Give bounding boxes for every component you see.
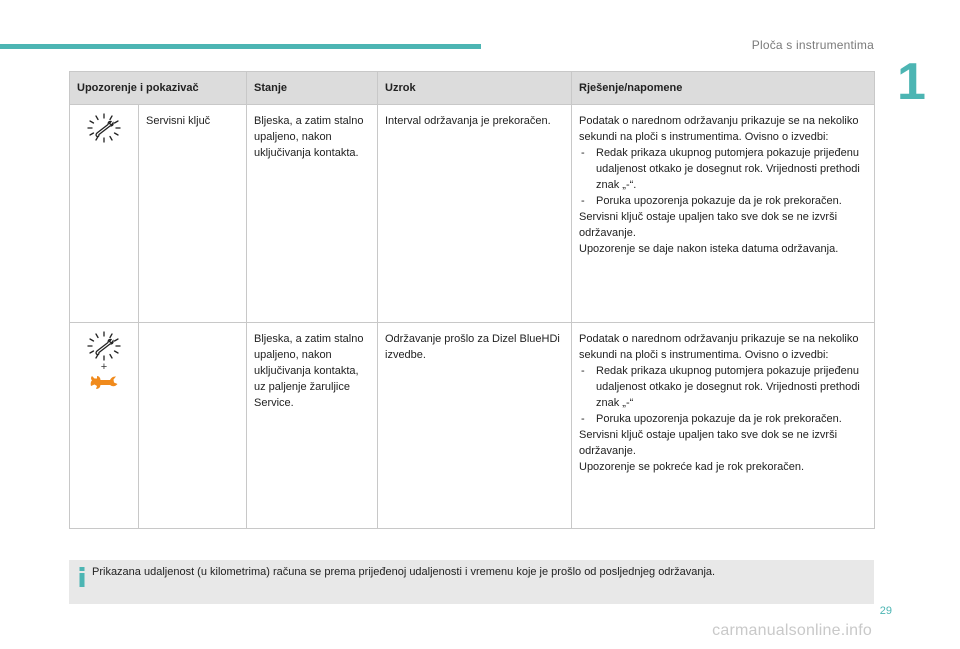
section-title: Ploča s instrumentima	[751, 38, 874, 52]
table-row	[70, 323, 875, 529]
list-item: - Redak prikaza ukupnog putomjera pokazuje prijeđenu udaljenost otkako je dosegnut rok. Vrijednosti prethodi znak „-“	[579, 363, 867, 411]
service-wrench-rays-icon	[87, 331, 121, 361]
indicator-cell	[70, 323, 139, 529]
remedy-cell	[572, 323, 875, 529]
indicator-cell	[70, 105, 139, 323]
table-row	[70, 105, 875, 323]
state-cell: Bljeska, a zatim stalno upaljeno, nakon uključivanja kontakta, uz paljenje žaruljice Service.	[247, 323, 378, 529]
remedy-outro: Upozorenje se daje nakon isteka datuma održavanja.	[579, 243, 839, 255]
orange-wrench-icon	[89, 375, 119, 391]
cause-cell: Interval održavanja je prekoračen.	[378, 105, 572, 323]
column-header-remedy: Rješenje/napomene	[572, 72, 875, 105]
remedy-list	[579, 145, 867, 209]
indicator-name: Servisni ključ	[139, 105, 247, 323]
info-icon	[78, 567, 86, 587]
warning-table	[69, 71, 875, 529]
list-item: - Poruka upozorenja pokazuje da je rok prekoračen.	[579, 193, 867, 209]
remedy-cell	[572, 105, 875, 323]
chapter-number: 1	[897, 53, 926, 111]
state-cell: Bljeska, a zatim stalno upaljeno, nakon uključivanja kontakta.	[247, 105, 378, 323]
list-item: - Redak prikaza ukupnog putomjera pokazuje prijeđenu udaljenost otkako je dosegnut rok. Vrijednosti prethodi znak „-“.	[579, 145, 867, 193]
column-header-warning: Upozorenje i pokazivač	[70, 72, 247, 105]
remedy-intro: Podatak o narednom održavanju prikazuje se na nekoliko sekundi na ploči s instrumentima. Ovisno o izvedbi:	[579, 333, 859, 361]
remedy-outro: Upozorenje se pokreće kad je rok prekoračen.	[579, 461, 805, 473]
page-number: 29	[879, 605, 892, 617]
table-header-row	[70, 72, 875, 105]
column-header-state: Stanje	[247, 72, 378, 105]
cause-cell: Održavanje prošlo za Dizel BlueHDi izvedbe.	[378, 323, 572, 529]
remedy-intro: Podatak o narednom održavanju prikazuje se na nekoliko sekundi na ploči s instrumentima. Ovisno o izvedbi:	[579, 115, 859, 143]
indicator-name	[139, 323, 247, 529]
watermark: carmanualsonline.info	[712, 622, 872, 639]
remedy-list	[579, 363, 867, 427]
header-accent-bar	[0, 44, 481, 49]
column-header-cause: Uzrok	[378, 72, 572, 105]
list-item: - Poruka upozorenja pokazuje da je rok prekoračen.	[579, 411, 867, 427]
info-text: Prikazana udaljenost (u kilometrima) računa se prema prijeđenoj udaljenosti i vremenu koje je prošlo od posljednjeg održavanja.	[92, 566, 716, 578]
remedy-outro: Servisni ključ ostaje upaljen tako sve dok se ne izvrši održavanje.	[579, 211, 838, 239]
service-wrench-rays-icon	[87, 113, 121, 143]
info-note	[69, 560, 874, 604]
plus-sign: +	[100, 361, 108, 373]
remedy-outro: Servisni ključ ostaje upaljen tako sve dok se ne izvrši održavanje.	[579, 429, 838, 457]
